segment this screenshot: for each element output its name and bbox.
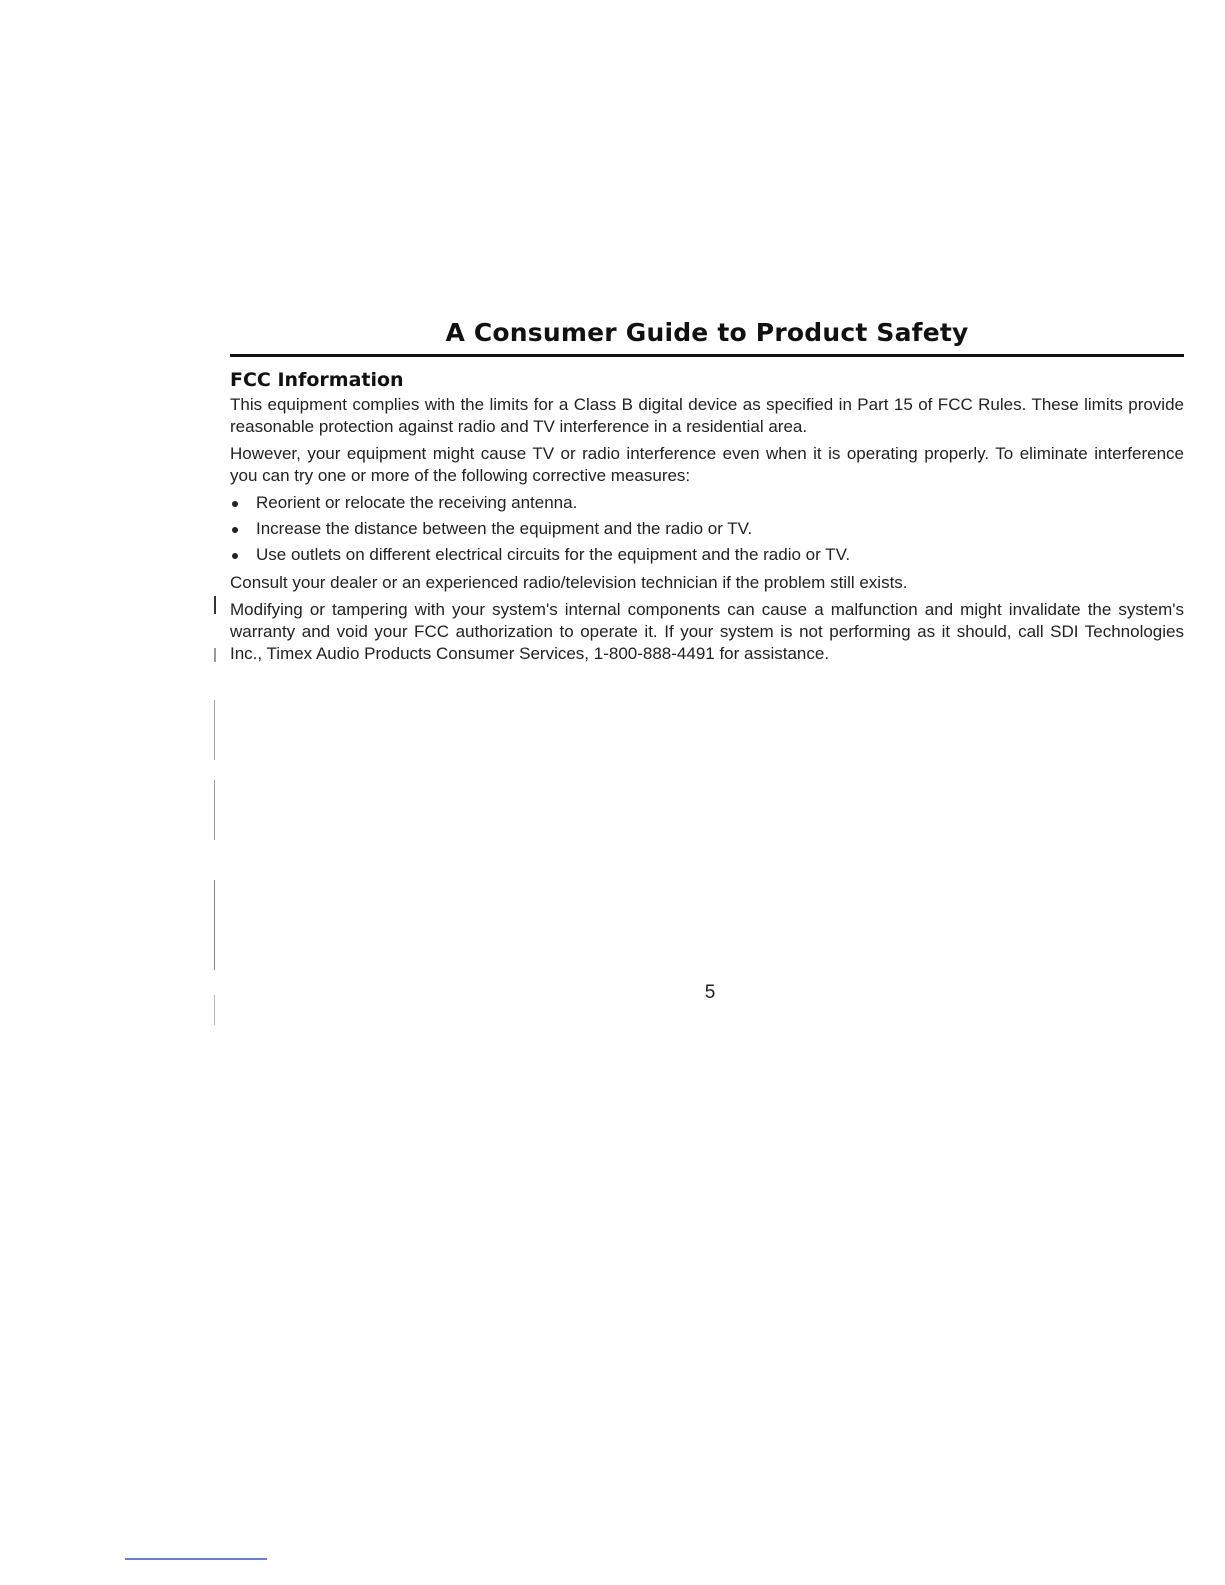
list-item: [230, 518, 1184, 540]
compliance-paragraph: This equipment complies with the limits for a Class B digital device as specified in Part 15 of FCC Rules. These limits provide reasonable protection against radio and TV interference in a residential area.: [230, 395, 1184, 436]
list-item: [230, 544, 1184, 566]
scan-artifact: [214, 995, 215, 1025]
list-item-text: Reorient or relocate the receiving antenna.: [256, 493, 578, 512]
scan-artifact: [214, 700, 215, 760]
bullet-icon: [232, 553, 238, 559]
warranty-paragraph: Modifying or tampering with your system's internal components can cause a malfunction and might invalidate the system's warranty and void your FCC authorization to operate it. If your system is not performing as it should, call SDI Technologies Inc., Timex Audio Products Consumer Services, 1-800-888-4491 for assistance.: [230, 600, 1184, 663]
title-divider: [230, 354, 1184, 357]
consult-paragraph: Consult your dealer or an experienced radio/television technician if the problem still exists.: [230, 573, 908, 592]
interference-paragraph: However, your equipment might cause TV or radio interference even when it is operating properly. To eliminate interference you can try one or more of the following corrective measures:: [230, 444, 1184, 485]
bullet-icon: [232, 501, 238, 507]
scan-artifact: [214, 648, 216, 662]
bottom-edge-line: [125, 1558, 267, 1560]
list-item-text: Increase the distance between the equipment and the radio or TV.: [256, 519, 753, 538]
list-item-text: Use outlets on different electrical circuits for the equipment and the radio or TV.: [256, 545, 851, 564]
scan-artifact: [214, 880, 215, 970]
page-number: 5: [704, 982, 716, 1003]
corrective-measures-list: [230, 492, 1184, 566]
fcc-section: [230, 368, 1184, 670]
list-item: [230, 492, 1184, 514]
section-heading: FCC Information: [230, 369, 404, 391]
page-title: A Consumer Guide to Product Safety: [445, 318, 969, 347]
scan-artifact: [214, 780, 215, 840]
scan-artifact: [214, 596, 216, 614]
bullet-icon: [232, 527, 238, 533]
